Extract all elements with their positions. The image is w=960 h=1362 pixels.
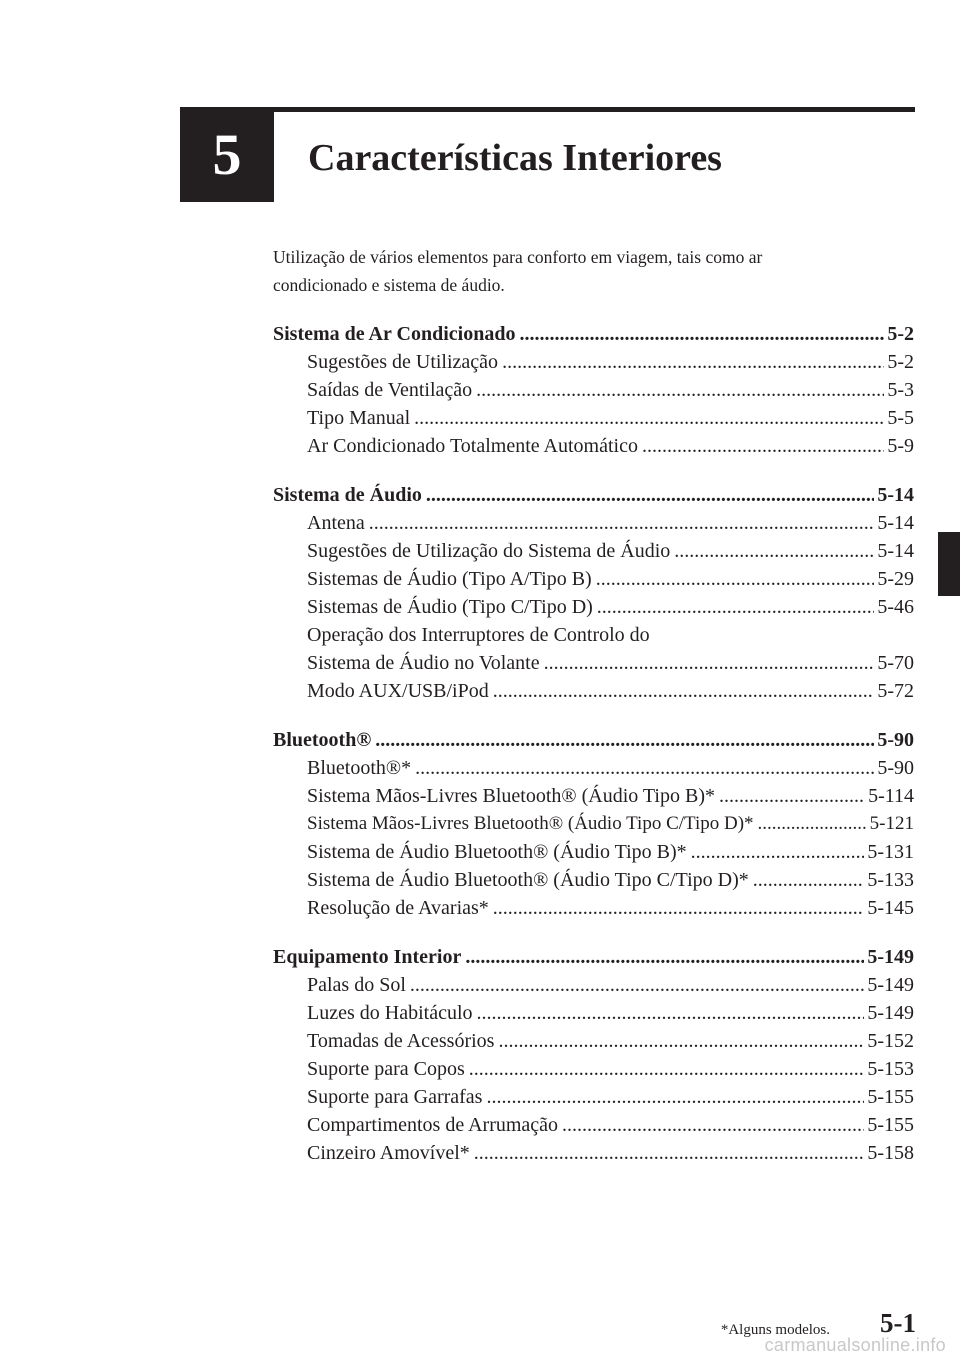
watermark: carmanualsonline.info — [764, 1335, 946, 1355]
toc-entry-page: 5-155 — [867, 1086, 914, 1108]
toc-entry-title: Sistema Mãos-Livres Bluetooth® (Áudio Tipo B)* — [307, 785, 715, 807]
toc-entry-page: 5-5 — [887, 407, 914, 429]
dot-leader — [687, 838, 865, 866]
toc-entry-title: Sistema de Áudio Bluetooth® (Áudio Tipo B)* — [307, 841, 687, 863]
toc-entry[interactable] — [273, 754, 914, 782]
footnote: *Alguns modelos. — [720, 1322, 830, 1338]
toc-entry-title: Compartimentos de Arrumação — [307, 1114, 559, 1136]
toc-section-heading[interactable] — [273, 943, 914, 971]
toc-entry-title: Sistemas de Áudio (Tipo C/Tipo D) — [307, 596, 593, 618]
dot-leader — [540, 649, 875, 677]
toc-entry[interactable] — [273, 677, 914, 705]
toc-entry-page: 5-149 — [867, 1002, 914, 1024]
toc-entry[interactable] — [273, 348, 914, 376]
dot-leader — [638, 432, 884, 460]
toc-section-heading-title: Equipamento Interior — [273, 946, 462, 968]
toc-entry[interactable] — [273, 1083, 914, 1111]
dot-leader — [489, 894, 865, 922]
dot-leader — [498, 348, 884, 376]
toc-entry-page: 5-152 — [867, 1030, 914, 1052]
chapter-number-box — [180, 107, 274, 202]
toc-entry-page: 5-2 — [887, 351, 914, 373]
toc-entry-title: Sugestões de Utilização — [307, 351, 499, 373]
intro-line: Utilização de vários elementos para conforto em viagem, tais como ar — [273, 247, 763, 267]
chapter-intro — [273, 243, 913, 299]
toc-entry-title: Tomadas de Acessórios — [307, 1030, 495, 1052]
toc-entry-page: 5-3 — [887, 379, 914, 401]
dot-leader — [482, 1083, 864, 1111]
toc-entry-page: 5-133 — [867, 869, 914, 891]
toc-entry-title: Sistema de Áudio Bluetooth® (Áudio Tipo C/Tipo D)* — [307, 869, 749, 891]
chapter-number: 5 — [212, 122, 242, 187]
toc-section-heading-title: Sistema de Ar Condicionado — [273, 323, 516, 345]
toc-entry-title: Sistemas de Áudio (Tipo A/Tipo B) — [307, 568, 592, 590]
toc-entry[interactable] — [273, 376, 914, 404]
toc-section — [273, 943, 914, 1167]
toc-entry[interactable] — [273, 894, 914, 922]
toc-entry-page: 5-114 — [868, 785, 914, 807]
toc-entry-title: Operação dos Interruptores de Controlo do — [307, 624, 650, 646]
page-number: 5-1 — [880, 1308, 916, 1338]
toc-entry-page: 5-155 — [867, 1114, 914, 1136]
toc-entry-title: Ar Condicionado Totalmente Automático — [307, 435, 638, 457]
toc-section-heading-page: 5-149 — [867, 946, 914, 968]
toc-entry-title: Resolução de Avarias* — [307, 897, 489, 919]
chapter-title: Características Interiores — [308, 137, 722, 179]
toc-entry[interactable] — [273, 782, 914, 810]
dot-leader — [489, 677, 875, 705]
toc-entry-title: Luzes do Habitáculo — [307, 1002, 473, 1024]
toc-entry-title: Antena — [307, 512, 365, 534]
dot-leader — [371, 726, 874, 754]
toc-section — [273, 481, 914, 705]
dot-leader — [593, 593, 875, 621]
toc-entry-page: 5-14 — [877, 540, 914, 562]
toc-section — [273, 726, 914, 922]
toc-entry-title: Bluetooth®* — [307, 757, 412, 779]
dot-leader — [406, 971, 864, 999]
dot-leader — [465, 1055, 865, 1083]
toc-section — [273, 320, 914, 460]
toc-entry-page: 5-121 — [869, 813, 914, 834]
toc-entry[interactable] — [273, 404, 914, 432]
toc-entry[interactable] — [273, 621, 914, 649]
toc-section-heading-title: Sistema de Áudio — [273, 484, 422, 506]
toc-entry-title: Tipo Manual — [307, 407, 411, 429]
dot-leader — [410, 404, 884, 432]
dot-leader — [422, 481, 874, 509]
toc-entry[interactable] — [273, 810, 914, 838]
toc-section-heading-page: 5-2 — [887, 323, 914, 345]
toc-entry[interactable] — [273, 1027, 914, 1055]
dot-leader — [494, 1027, 864, 1055]
toc-entry[interactable] — [273, 1139, 914, 1167]
toc-entry-page: 5-9 — [887, 435, 914, 457]
chapter-side-tab — [938, 532, 960, 596]
dot-leader — [472, 376, 884, 404]
toc-entry[interactable] — [273, 565, 914, 593]
toc-entry[interactable] — [273, 999, 914, 1027]
dot-leader — [515, 320, 884, 348]
toc-entry[interactable] — [273, 1111, 914, 1139]
toc-entry-page: 5-14 — [877, 512, 914, 534]
toc-entry-page: 5-29 — [877, 568, 914, 590]
toc-entry-page: 5-131 — [867, 841, 914, 863]
toc-entry[interactable] — [273, 1055, 914, 1083]
intro-line: condicionado e sistema de áudio. — [273, 275, 505, 295]
toc-section-heading[interactable] — [273, 320, 914, 348]
toc-entry[interactable] — [273, 971, 914, 999]
dot-leader — [749, 866, 865, 894]
toc-entry-page: 5-149 — [867, 974, 914, 996]
toc-section-heading[interactable] — [273, 481, 914, 509]
toc-section-heading-page: 5-90 — [877, 729, 914, 751]
toc-entry-title: Sistema de Áudio no Volante — [307, 652, 540, 674]
toc-entry[interactable] — [273, 509, 914, 537]
toc-entry[interactable] — [273, 838, 914, 866]
toc-entry-title: Cinzeiro Amovível* — [307, 1142, 470, 1164]
toc-entry-title: Saídas de Ventilação — [307, 379, 473, 401]
toc-entry-title: Sistema Mãos-Livres Bluetooth® (Áudio Tipo C/Tipo D)* — [307, 813, 754, 834]
toc-entry-page: 5-158 — [867, 1142, 914, 1164]
dot-leader — [473, 999, 865, 1027]
dot-leader — [411, 754, 874, 782]
dot-leader — [670, 537, 874, 565]
toc-section-heading-page: 5-14 — [877, 484, 914, 506]
toc-section-heading-title: Bluetooth® — [273, 729, 372, 751]
dot-leader — [470, 1139, 865, 1167]
toc-entry-page: 5-46 — [877, 596, 914, 618]
header-rule — [180, 107, 915, 112]
table-of-contents — [273, 320, 914, 1188]
dot-leader — [365, 509, 875, 537]
toc-entry-title: Suporte para Garrafas — [307, 1086, 483, 1108]
toc-entry-page: 5-90 — [877, 757, 914, 779]
toc-entry[interactable] — [273, 649, 914, 677]
toc-section-heading[interactable] — [273, 726, 914, 754]
toc-entry-page: 5-72 — [877, 680, 914, 702]
dot-leader — [754, 810, 867, 838]
toc-entry-page: 5-153 — [867, 1058, 914, 1080]
dot-leader — [558, 1111, 864, 1139]
toc-entry[interactable] — [273, 432, 914, 460]
dot-leader — [592, 565, 875, 593]
toc-entry-title: Suporte para Copos — [307, 1058, 465, 1080]
dot-leader — [715, 782, 865, 810]
toc-entry-title: Palas do Sol — [307, 974, 406, 996]
toc-entry-title: Modo AUX/USB/iPod — [307, 680, 489, 702]
toc-entry[interactable] — [273, 866, 914, 894]
dot-leader — [461, 943, 864, 971]
toc-entry-page: 5-70 — [877, 652, 914, 674]
toc-entry-page: 5-145 — [867, 897, 914, 919]
toc-entry[interactable] — [273, 537, 914, 565]
toc-entry-title: Sugestões de Utilização do Sistema de Áudio — [307, 540, 671, 562]
toc-entry[interactable] — [273, 593, 914, 621]
